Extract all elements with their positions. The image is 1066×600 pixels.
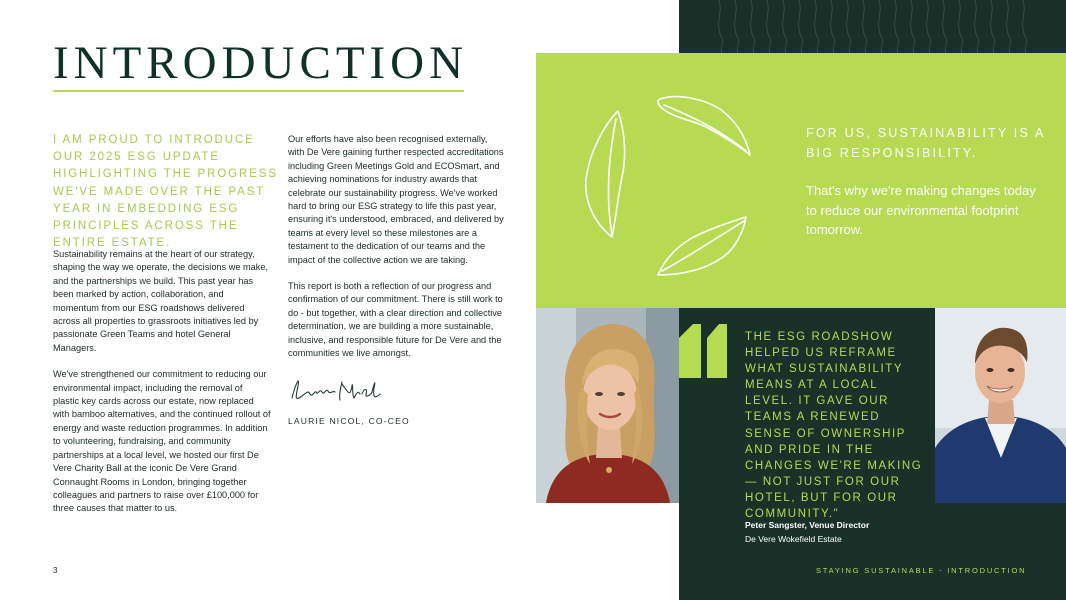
signature-image [288,372,388,406]
paragraph: We've strengthened our commitment to reducing our environmental impact, including the removal of plastic key cards across our estate, now replaced with bamboo alternatives, and the continued rollout of energy and waste reduction programmes. In addition to volunteering, fundraising, and community partnerships at a local level, we hosted our first De Vere Charity Ball at the iconic De Vere Grand Connaught Rooms in London, bringing together colleagues and partners to raise over £100,000 for three causes that matter to us. [53,369,271,514]
title-underline [53,90,464,92]
quote-mark-icon [679,324,727,378]
portrait-image [935,308,1066,503]
intro-lead: I AM PROUD TO INTRODUCE OUR 2025 ESG UPDATE HIGHLIGHTING THE PROGRESS WE'VE MADE OVER THE PAST YEAR IN EMBEDDING ESG PRINCIPLES ACROSS THE ENTIRE ESTATE. [53,134,278,250]
paragraph: Our efforts have also been recognised externally, with De Vere gaining further respected accreditations including Green Meetings Gold and ECOSmart, and achieving nominations for industry awards that celebrate our sustainability progress. We've worked hard to bring our ESG strategy to life this past year, ensuring it's understood, embraced, and delivered by teams at every level so these milestones are a testament to the dedication of our teams and the impact of the collective action we are taking. [288,134,504,265]
quote-attribution-name: Peter Sangster, Venue Director [745,520,870,530]
quote-text: THE ESG ROADSHOW HELPED US REFRAME WHAT SUSTAINABILITY MEANS AT A LOCAL LEVEL. IT GAVE OUR TEAMS A RENEWED SENSE OF OWNERSHIP AND PRIDE IN THE CHANGES WE'RE MAKING — NOT JUST FOR OUR HOTEL, BUT FOR OUR COMMUNITY." [745,331,923,521]
wavy-lines-pattern [679,0,1066,53]
paragraph: This report is both a reflection of our progress and confirmation of our commitment. There is still work to do - but together, with a clear direction and collective determination, we are building a more sustainable, inclusive, and responsible future for De Vere and the communities we live amongst. [288,281,503,359]
portrait-image [536,308,679,503]
portrait-photo-man [935,308,1066,503]
page-number: 3 [53,566,58,575]
paragraph: Sustainability remains at the heart of our strategy, shaping the way we operate, the decisions we make, and the partnerships we build. This past year has been marked by action, collaboration, and momentum from our ESG roadshows delivered across all properties to grassroots initiatives led by passionate Green Teams and hotel General Managers. [53,249,269,353]
globe-leaves-icon [578,89,778,289]
dark-header-band [679,0,1066,53]
footer-label: STAYING SUSTAINABLE - INTRODUCTION [816,566,1027,575]
portrait-photo-woman [536,308,679,503]
panel-heading: FOR US, SUSTAINABILITY IS A BIG RESPONSIBILITY. [806,126,1045,160]
panel-body: That's why we're making changes today to reduce our environmental footprint tomorrow. [806,183,1036,238]
page-title: INTRODUCTION [53,37,469,89]
quote-attribution-role: De Vere Wokefield Estate [745,534,842,544]
signature-name: LAURIE NICOL, CO-CEO [288,416,410,426]
body-column-1 [53,248,271,529]
body-column-2 [288,133,506,374]
